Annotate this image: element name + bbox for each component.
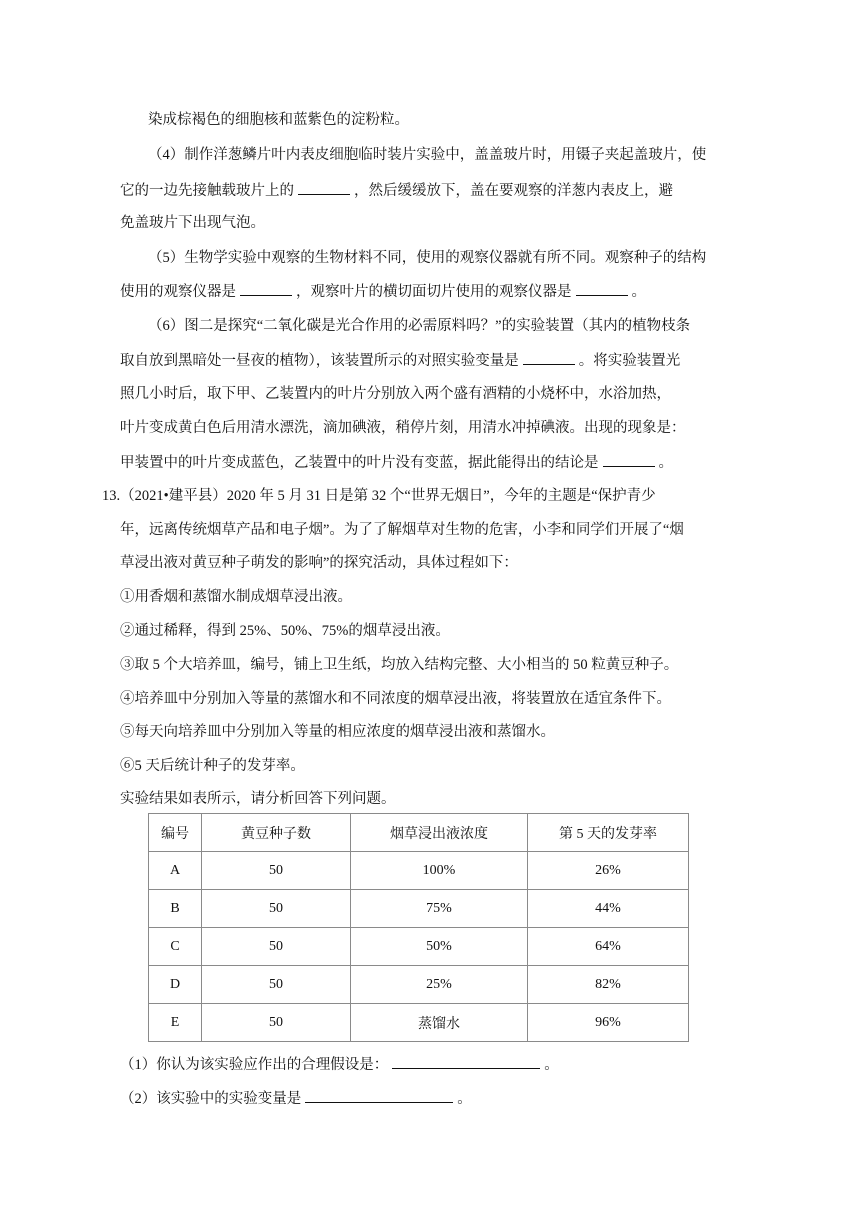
procedure-step-2: ②通过稀释，得到 25%、50%、75%的烟草浸出液。 xyxy=(120,623,450,639)
table-cell: 50 xyxy=(202,852,351,890)
procedure-step-1: ①用香烟和蒸馏水制成烟草浸出液。 xyxy=(120,589,352,605)
table-cell: 蒸馏水 xyxy=(351,1004,528,1042)
table-cell: B xyxy=(149,890,202,928)
table-cell: 25% xyxy=(351,966,528,1004)
table-cell: C xyxy=(149,928,202,966)
subquestion-text: 。 xyxy=(457,1091,472,1107)
question-6-line-3: 照几小时后，取下甲、乙装置内的叶片分别放入两个盛有酒精的小烧杯中，水浴加热， xyxy=(120,386,671,402)
subquestion-text: 。 xyxy=(544,1057,559,1073)
table-cell: 26% xyxy=(528,852,689,890)
question-5-text: 使用的观察仪器是 xyxy=(120,284,236,300)
table-cell: 75% xyxy=(351,890,528,928)
paragraph-line: 染成棕褐色的细胞核和蓝紫色的淀粉粒。 xyxy=(148,112,409,128)
answer-blank xyxy=(576,281,628,296)
subquestion-text: （1）你认为该实验应作出的合理假设是： xyxy=(120,1057,389,1073)
question-6-text: 。 xyxy=(658,455,673,471)
results-table xyxy=(148,813,689,1042)
question-6-line-4: 叶片变成黄白色后用清水漂洗，滴加碘液，稍停片刻，用清水冲掉碘液。出现的现象是： xyxy=(120,420,686,436)
question-5-text: 。 xyxy=(631,284,646,300)
table-cell: E xyxy=(149,1004,202,1042)
table-header-cell: 黄豆种子数 xyxy=(202,814,351,852)
table-row xyxy=(149,966,689,1004)
table-cell: 50 xyxy=(202,1004,351,1042)
answer-blank xyxy=(298,180,350,195)
table-cell: 50 xyxy=(202,966,351,1004)
table-cell: 100% xyxy=(351,852,528,890)
table-header-cell: 烟草浸出液浓度 xyxy=(351,814,528,852)
subquestion-2 xyxy=(120,1088,472,1109)
procedure-step-6: ⑥5 天后统计种子的发芽率。 xyxy=(120,758,305,774)
question-6-line-1: （6）图二是探究“二氧化碳是光合作用的必需原料吗？”的实验装置（其内的植物枝条 xyxy=(148,318,691,334)
table-intro: 实验结果如表所示，请分析回答下列问题。 xyxy=(120,791,396,807)
question-13-line-1: 13.（2021•建平县）2020 年 5 月 31 日是第 32 个“世界无烟日”，今年的主题是“保护青少 xyxy=(102,488,656,504)
table-header-cell: 编号 xyxy=(149,814,202,852)
table-row xyxy=(149,852,689,890)
table-cell: 44% xyxy=(528,890,689,928)
question-5-line-1: （5）生物学实验中观察的生物材料不同，使用的观察仪器就有所不同。观察种子的结构 xyxy=(148,250,707,266)
question-6-line-2 xyxy=(120,350,680,371)
answer-blank xyxy=(305,1088,453,1103)
procedure-step-5: ⑤每天向培养皿中分别加入等量的相应浓度的烟草浸出液和蒸馏水。 xyxy=(120,724,555,740)
table-cell: 64% xyxy=(528,928,689,966)
answer-blank xyxy=(523,350,575,365)
table-header-cell: 第 5 天的发芽率 xyxy=(528,814,689,852)
question-6-text: 甲装置中的叶片变成蓝色，乙装置中的叶片没有变蓝，据此能得出的结论是 xyxy=(120,455,599,471)
question-13-line-3: 草浸出液对黄豆种子萌发的影响”的探究活动，具体过程如下： xyxy=(120,555,518,571)
table-cell: 96% xyxy=(528,1004,689,1042)
subquestion-1 xyxy=(120,1054,559,1075)
question-4-text: 它的一边先接触载玻片上的 xyxy=(120,183,294,199)
question-4-line-1: （4）制作洋葱鳞片叶内表皮细胞临时装片实验中，盖盖玻片时，用镊子夹起盖玻片，使 xyxy=(148,147,707,163)
answer-blank xyxy=(392,1054,540,1069)
table-cell: 82% xyxy=(528,966,689,1004)
table-row xyxy=(149,890,689,928)
answer-blank xyxy=(603,452,655,467)
table-cell: 50% xyxy=(351,928,528,966)
table-cell: A xyxy=(149,852,202,890)
answer-blank xyxy=(240,281,292,296)
table-cell: 50 xyxy=(202,890,351,928)
question-13-line-2: 年，远离传统烟草产品和电子烟”。为了了解烟草对生物的危害，小李和同学们开展了“烟 xyxy=(120,522,684,538)
question-6-text: 取自放到黑暗处一昼夜的植物），该装置所示的对照实验变量是 xyxy=(120,353,519,369)
question-4-text: ，然后缓缓放下，盖在要观察的洋葱内表皮上，避 xyxy=(354,183,673,199)
procedure-step-4: ④培养皿中分别加入等量的蒸馏水和不同浓度的烟草浸出液，将装置放在适宜条件下。 xyxy=(120,691,671,707)
table-header-row xyxy=(149,814,689,852)
question-4-line-2 xyxy=(120,180,673,201)
question-4-line-3: 免盖玻片下出现气泡。 xyxy=(120,215,265,231)
question-5-line-2 xyxy=(120,281,646,302)
table-cell: 50 xyxy=(202,928,351,966)
table-cell: D xyxy=(149,966,202,1004)
subquestion-text: （2）该实验中的实验变量是 xyxy=(120,1091,302,1107)
question-5-text: ，观察叶片的横切面切片使用的观察仪器是 xyxy=(296,284,572,300)
question-6-text: 。将实验装置光 xyxy=(578,353,681,369)
table-row xyxy=(149,1004,689,1042)
procedure-step-3: ③取 5 个大培养皿，编号，铺上卫生纸，均放入结构完整、大小相当的 50 粒黄豆种子。 xyxy=(120,657,679,673)
question-6-line-5 xyxy=(120,452,673,473)
table-row xyxy=(149,928,689,966)
